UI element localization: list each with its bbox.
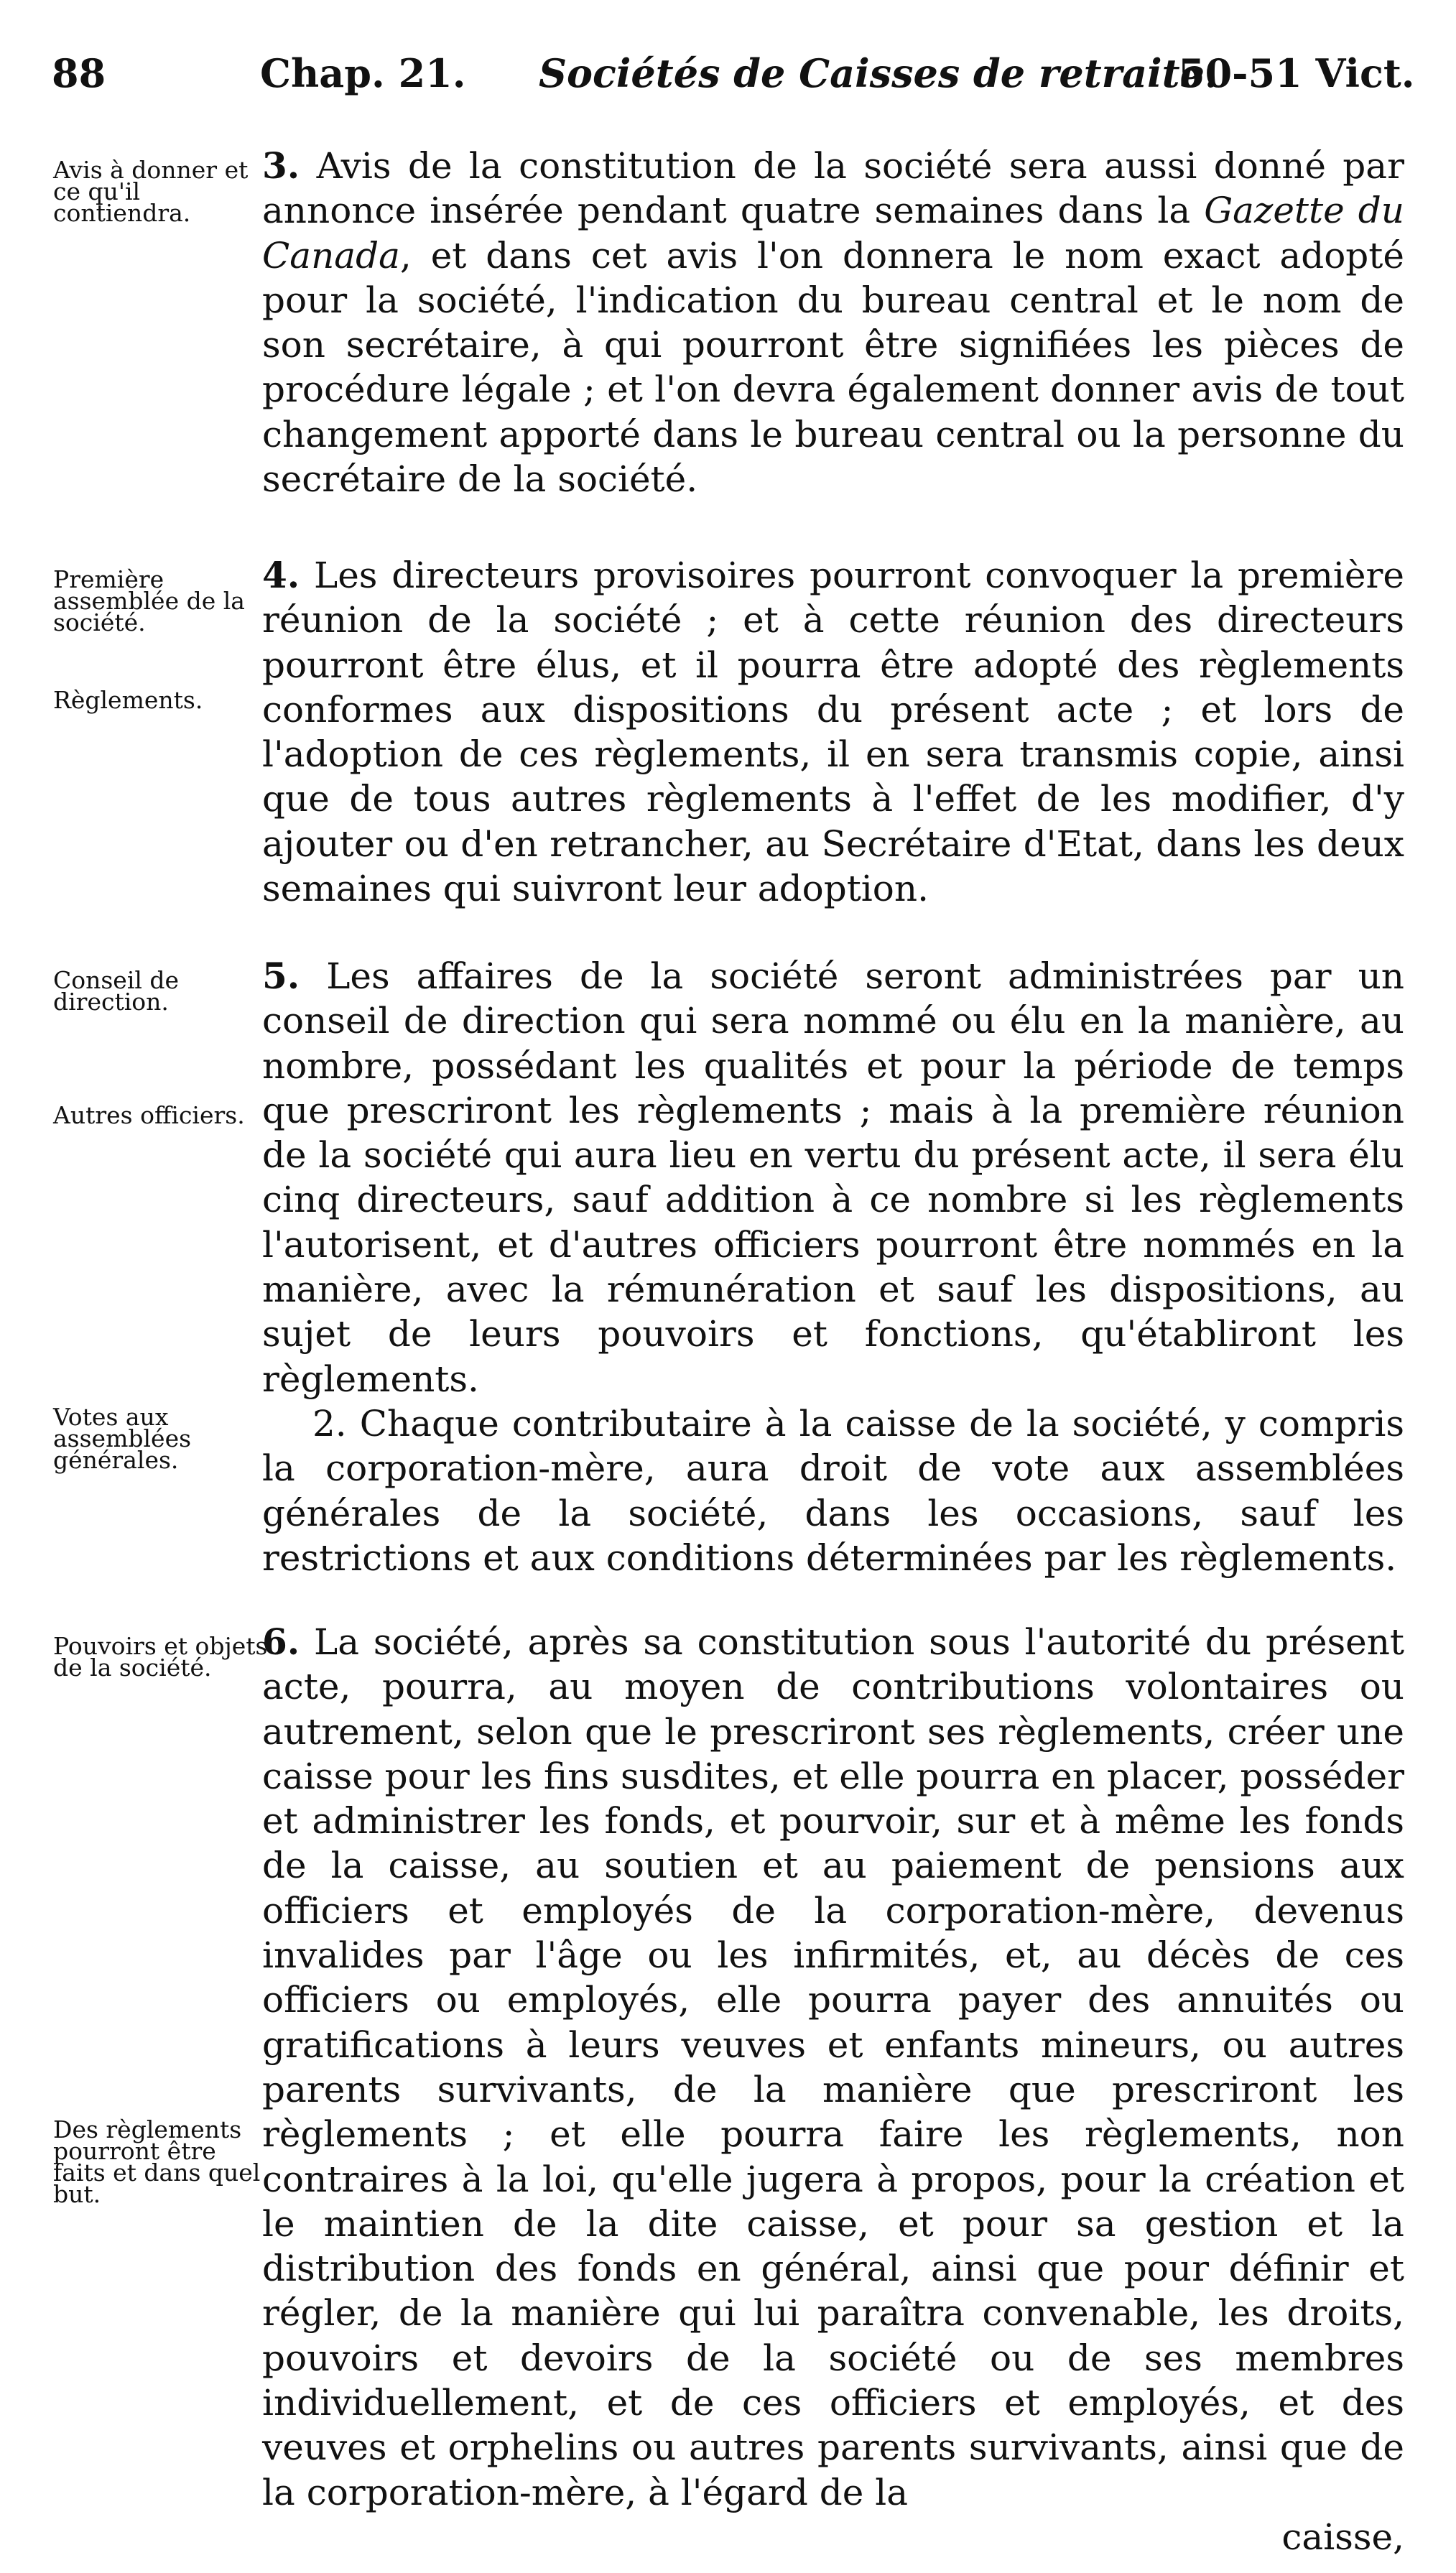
paragraph-text: Avis de la constitution de la société sera aussi donné par annonce insérée pendant quatre semaines dans la xyxy=(262,145,1404,232)
margin-note: Pouvoirs et objets de la société. xyxy=(53,1632,268,1682)
catchword: caisse, xyxy=(1281,2516,1404,2558)
margin-note: Votes aux assemblées générales. xyxy=(53,1403,192,1474)
paragraph xyxy=(262,954,1404,1401)
section-body xyxy=(262,954,1404,1580)
paragraph xyxy=(262,553,1404,911)
section-body xyxy=(262,1620,1404,2559)
section-number: 3. xyxy=(262,144,300,187)
running-title: Sociétés de Caisses de retraite. xyxy=(539,50,1218,96)
paragraph xyxy=(262,1620,1404,2515)
paragraph-text: Les affaires de la société seront administrées par un conseil de direction qui sera nommé ou élu en la manière, au nombre, possédant les qualités et pour la période de temps que prescriront les règlements ; mais à la première réunion de la société qui aura lieu en vertu du présent acte, il sera élu cinq directeurs, sauf addition à ce nombre si les règlements l'autorisent, et d'autres officiers pourront être nommés en la manière, avec la rémunération et sauf les dispositions, au sujet de leurs pouvoirs et fonctions, qu'établiront les règlements. xyxy=(262,955,1404,1400)
page-number: 88 xyxy=(52,50,106,96)
margin-note: Conseil de direction. xyxy=(53,966,180,1016)
margin-note: Avis à donner et ce qu'il contiendra. xyxy=(53,156,249,227)
chapter-label: Chap. 21. xyxy=(260,50,466,96)
italic-reference: Gazette du Canada xyxy=(262,190,1405,277)
section-body xyxy=(262,144,1404,501)
margin-note: Règlements. xyxy=(53,686,203,714)
section-number: 6. xyxy=(262,1621,300,1663)
margin-note: Des règlements pourront être faits et dans quel but. xyxy=(53,2115,261,2208)
regnal-year: 50-51 Vict. xyxy=(1178,50,1415,96)
paragraph-text: , et dans cet avis l'on donnera le nom exact adopté pour la société, l'indication du bureau central et le nom de son secrétaire, à qui pourront être signifiées les pièces de procédure légale ; et l'on devra également donner avis de tout changement apporté dans le bureau central ou la personne du secrétaire de la société. xyxy=(262,234,1404,501)
paragraph: 2. Chaque contributaire à la caisse de la société, y compris la corporation-mère, aura droit de vote aux assemblées générales de la société, dans les occasions, sauf les restrictions et aux conditions déterminées par les règlements. xyxy=(262,1402,1404,1579)
section-number: 5. xyxy=(262,955,300,997)
margin-note: Autres officiers. xyxy=(53,1101,245,1129)
paragraph-text: La société, après sa constitution sous l'autorité du présent acte, pourra, au moyen de contributions volontaires ou autrement, selon que le prescriront ses règlements, créer une caisse pour les fins susdites, et elle pourra en placer, posséder et administrer les fonds, et pourvoir, sur et à même les fonds de la caisse, au soutien et au paiement de pensions aux officiers et employés de la corporation-mère, devenus invalides par l'âge ou les infirmités, et, au décès de ces officiers ou employés, elle pourra payer des annuités ou gratifications à leurs veuves et enfants mineurs, ou autres parents survivants, de la manière que prescriront les règlements ; et elle pourra faire les règlements, non contraires à la loi, qu'elle jugera à propos, pour la création et le maintien de la dite caisse, et pour sa gestion et la distribution des fonds en général, ainsi que pour définir et régler, de la manière qui lui paraîtra convenable, les droits, pouvoirs et devoirs de la société ou de ses membres individuellement, et de ces officiers et employés, et des veuves et orphelins ou autres parents survivants, ainsi que de la corporation-mère, à l'égard de la xyxy=(262,1621,1404,2513)
paragraph-text: Les directeurs provisoires pourront convoquer la première réunion de la société ; et à cette réunion des directeurs pourront être élus, et il pourra être adopté des règlements conformes aux dispositions du présent acte ; et lors de l'adoption de ces règlements, il en sera transmis copie, ainsi que de tous autres règlements à l'effet de les modifier, d'y ajouter ou d'en retrancher, au Secrétaire d'Etat, dans les deux semaines qui suivront leur adoption. xyxy=(262,555,1404,910)
paragraph xyxy=(262,144,1404,501)
margin-note: Première assemblée de la société. xyxy=(53,565,245,636)
section-number: 4. xyxy=(262,554,300,596)
section-body xyxy=(262,553,1404,911)
running-header xyxy=(0,50,1456,115)
